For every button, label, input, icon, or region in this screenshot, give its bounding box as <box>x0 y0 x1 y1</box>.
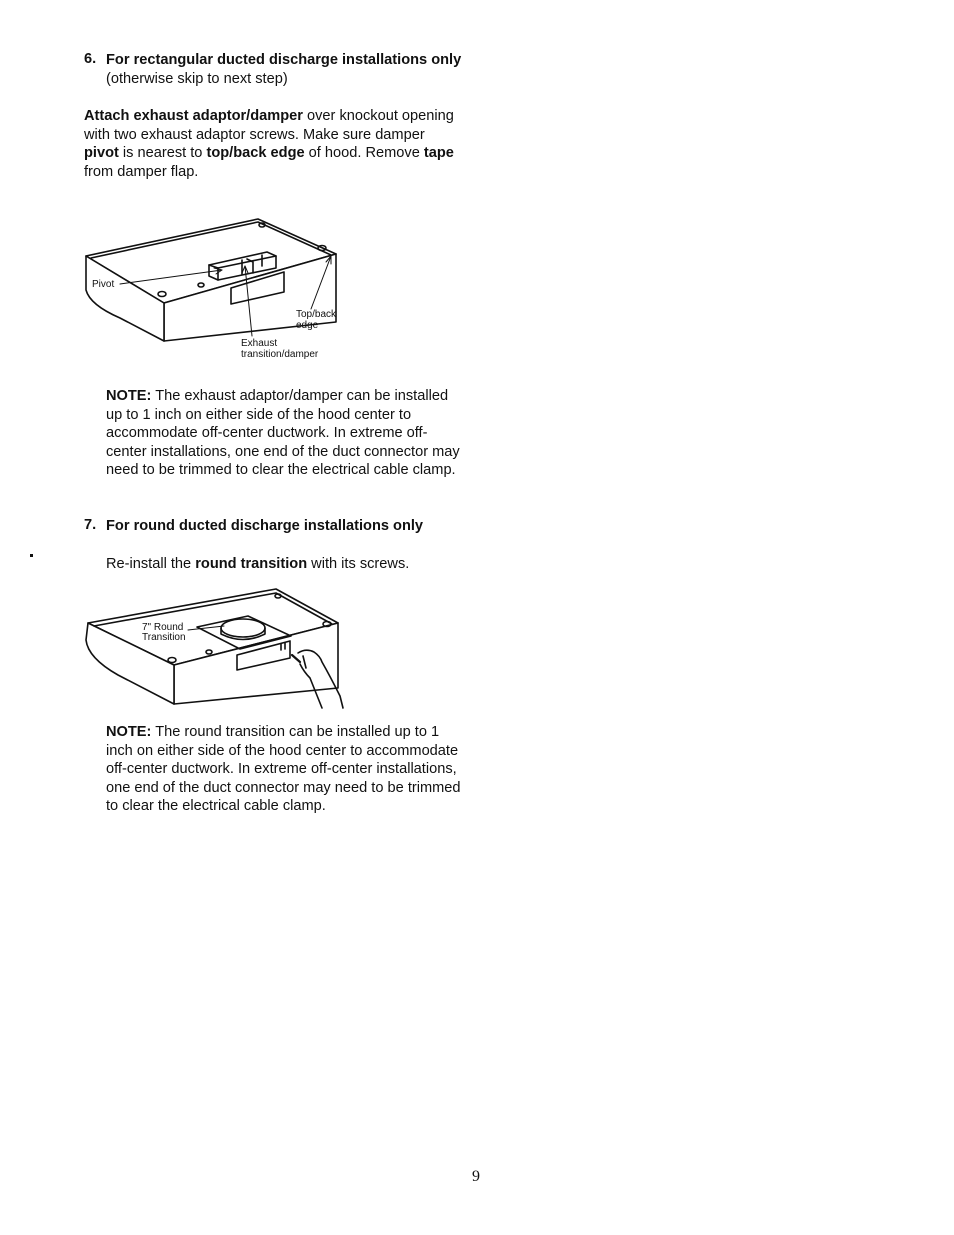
label-exhaust-line-1: Exhaust <box>241 338 278 349</box>
step-6-text-2: is nearest to <box>118 145 207 162</box>
step-6-bold-1: Attach exhaust adaptor/damper <box>84 108 303 124</box>
step-6-bold-2: pivot <box>84 145 119 162</box>
step-6-heading-bold: For rectangular ducted discharge installations only <box>106 52 462 68</box>
step-7-text-2: with its screws. <box>307 556 410 572</box>
step-7-text-1: Re-install the <box>106 556 196 572</box>
step-6-bold-3: top/back edge <box>206 145 305 162</box>
step-6-bold-4: tape <box>423 145 454 162</box>
step-7-note-label: NOTE: <box>106 724 152 740</box>
step-6-note-text: The exhaust adaptor/damper can be installed up to 1 inch on either side of the hood center to accommodate off-center ductwork. In extreme off-center installations, one end of the duct connector may need to be trimmed to clear the electrical cable clamp. <box>106 388 460 479</box>
label-round-line-1: 7" Round <box>142 622 184 633</box>
label-round-line-2: Transition <box>142 632 186 643</box>
step-6-text-3: of hood. Remove <box>304 145 424 162</box>
step-7-heading: For round ducted discharge installations only <box>106 518 424 534</box>
page-number: 9 <box>472 1168 480 1185</box>
step-6-heading-rest: (otherwise skip to next step) <box>106 70 288 87</box>
step-6-text-1: over knockout opening with two exhaust adaptor screws. Make sure damper <box>84 108 454 143</box>
step-7-bold-1: round transition <box>195 556 308 572</box>
step-6-number: 6. <box>84 51 97 67</box>
step-7-note-text: The round transition can be installed up to 1 inch on either side of the hood center to accommodate off-center ductwork. In extreme off-center installations, one end of the duct connector may need to be trimmed to clear the electrical cable clamp. <box>106 724 461 815</box>
label-pivot: Pivot <box>92 279 115 290</box>
step-7-note <box>106 723 468 816</box>
step-6-note-label: NOTE: <box>106 388 152 404</box>
label-top-back-line-2: edge <box>296 320 319 331</box>
label-top-back-line-1: Top/back <box>296 309 337 320</box>
step-7-number: 7. <box>84 517 97 533</box>
step-6-text-4: from damper flap. <box>84 163 199 180</box>
label-exhaust-line-2: transition/damper <box>241 349 319 360</box>
